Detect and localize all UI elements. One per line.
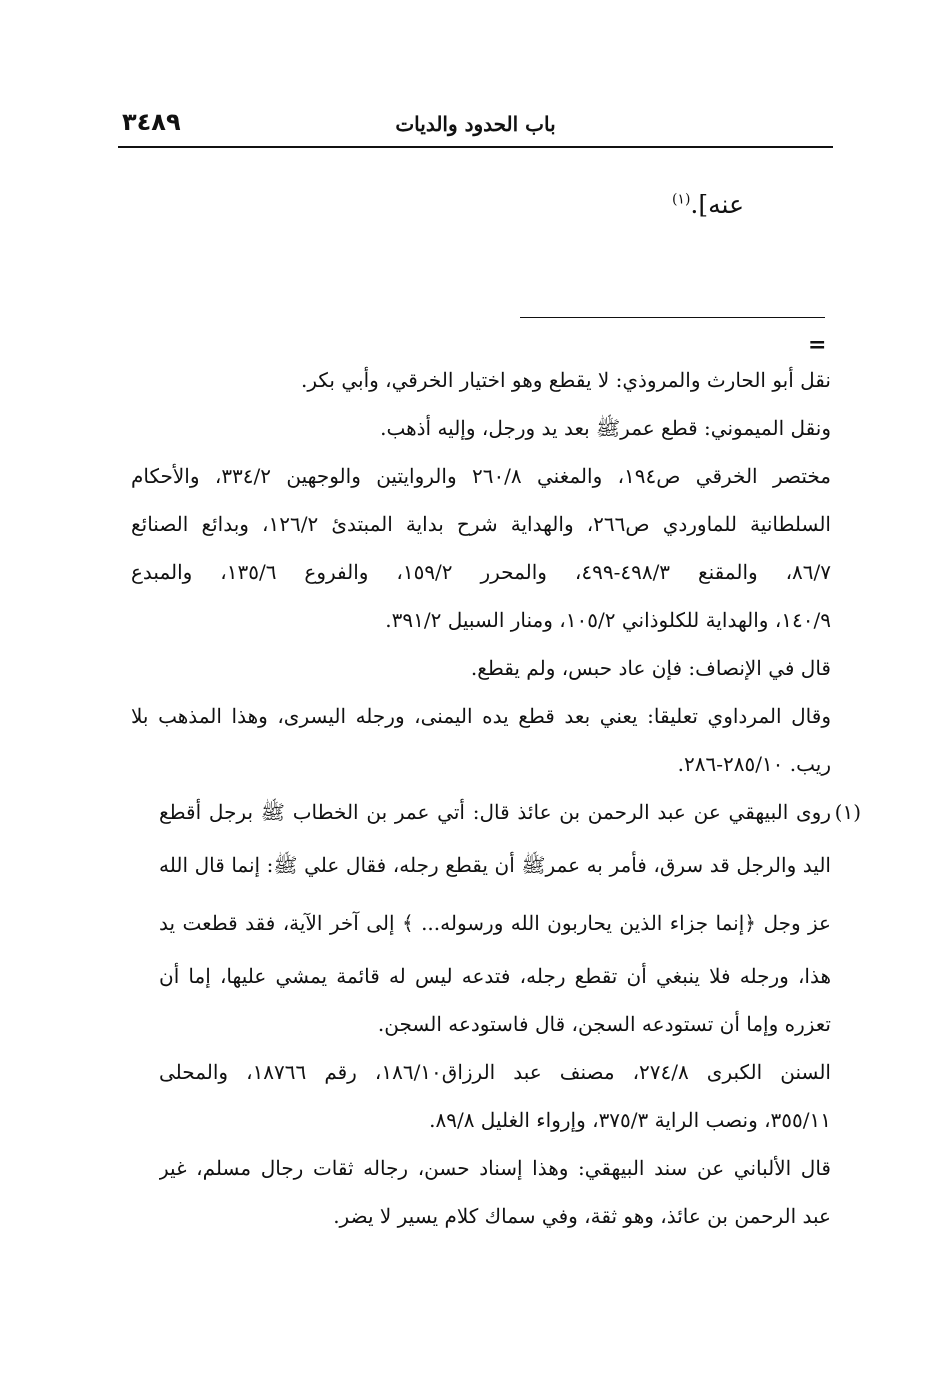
footnote-separator — [520, 317, 825, 318]
note-line: ونقل الميموني: قطع عمرﷺ بعد يد ورجل، وإليه أذهب. — [380, 416, 831, 440]
running-title: باب الحدود والديات — [395, 112, 556, 136]
note-line: وقال المرداوي تعليقا: يعني بعد قطع يده اليمنى، ورجله اليسرى، وهذا المذهب بلا — [131, 704, 831, 728]
note-line: نقل أبو الحارث والمروذي: لا يقطع وهو اختيار الخرقي، وأبي بكر. — [300, 368, 831, 392]
note-line: ٨٦/٧، والمقنع ٤٩٨/٣-٤٩٩، والمحرر ١٥٩/٢، والفروع ١٣٥/٦، والمبدع — [131, 560, 831, 584]
footnote-line: قال الألباني عن سند البيهقي: وهذا إسناد حسن، رجاله ثقات رجال مسلم، غير — [159, 1156, 831, 1180]
footnote-line: السنن الكبرى ٢٧٤/٨، مصنف عبد الرزاق١٨٦/١٠، رقم ١٨٧٦٦، والمحلى — [159, 1060, 831, 1084]
note-line: ريب. ٢٨٥/١٠-٢٨٦. — [677, 752, 831, 776]
footnote-line: عبد الرحمن بن عائذ، وهو ثقة، وفي سماك كلام يسير لا يضر. — [333, 1204, 831, 1228]
footnote-1 — [159, 788, 861, 1240]
continuation-mark: = — [808, 332, 827, 358]
main-text: عنه]. — [690, 190, 744, 219]
continued-notes — [131, 356, 831, 788]
page-header — [118, 104, 833, 148]
main-text-line — [672, 190, 744, 219]
footnote-line: روى البيهقي عن عبد الرحمن بن عائذ قال: أتي عمر بن الخطاب ﷺ برجل أقطع — [159, 800, 831, 824]
footnote-marker: (١) — [834, 800, 861, 824]
footnote-line: هذا، ورجله فلا ينبغي أن تقطع رجله، فتدعه ليس له قائمة يمشي عليها، إما أن — [159, 964, 831, 988]
footnote-line: تعزره وإما أن تستودعه السجن، قال فاستودعه السجن. — [377, 1012, 831, 1036]
note-line: السلطانية للماوردي ص٢٦٦، والهداية شرح بداية المبتدئ ١٢٦/٢، وبدائع الصنائع — [131, 512, 831, 536]
note-line: مختصر الخرقي ص١٩٤، والمغني ٢٦٠/٨ والروايتين والوجهين ٣٣٤/٢، والأحكام — [131, 464, 831, 488]
footnote-line: ٣٥٥/١١، ونصب الراية ٣٧٥/٣، وإرواء الغليل ٨٩/٨. — [429, 1108, 831, 1132]
footnote-line: اليد والرجل قد سرق، فأمر به عمرﷺ أن يقطع رجله، فقال علي ﷺ: إنما قال الله — [159, 853, 831, 877]
footnote-line: عز وجل ﴿إنما جزاء الذين يحاربون الله ورسوله... ﴾ إلى آخر الآية، فقد قطعت يد — [159, 911, 831, 935]
footnote-reference: (١) — [671, 191, 691, 208]
page-number: ٣٤٨٩ — [122, 108, 181, 136]
note-line: ١٤٠/٩، والهداية للكلوذاني ١٠٥/٢، ومنار السبيل ٣٩١/٢. — [385, 608, 831, 632]
note-line: قال في الإنصاف: فإن عاد حبس، ولم يقطع. — [470, 656, 831, 680]
